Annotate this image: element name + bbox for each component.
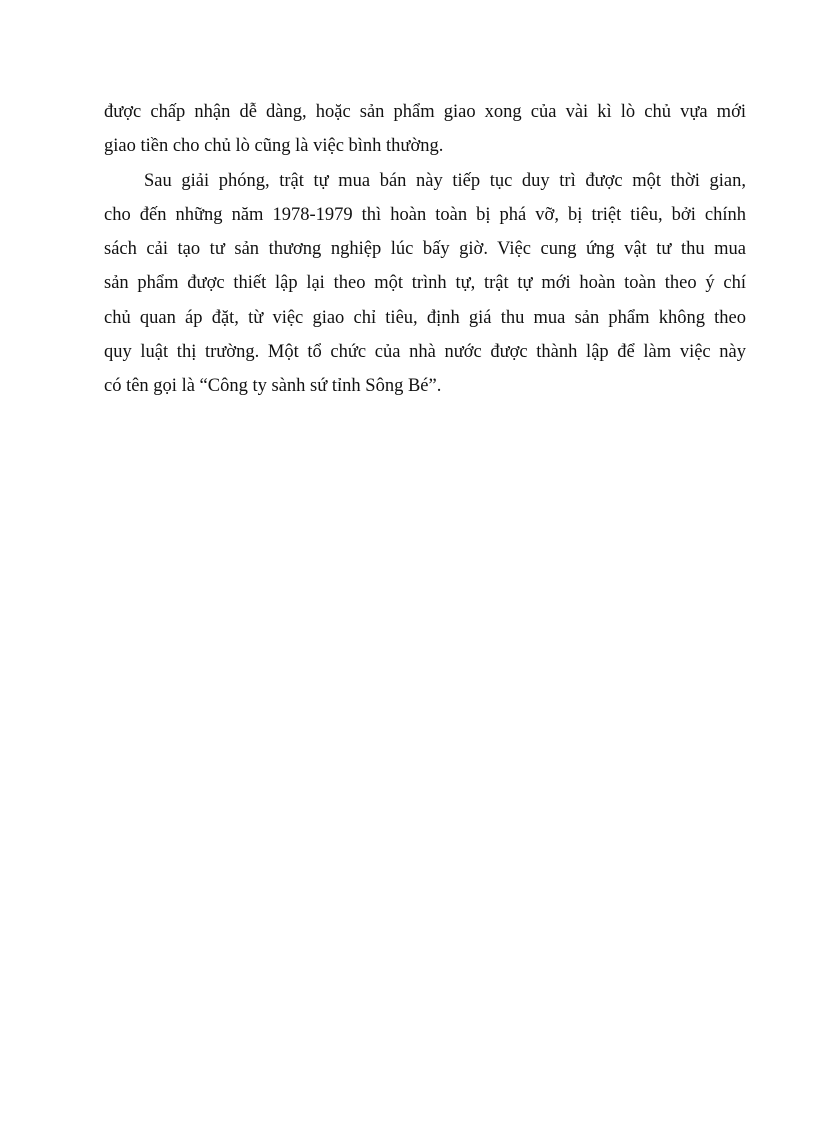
paragraph-2-line-5: chủ quan áp đặt, từ việc giao chỉ tiêu, định giá thu mua sản phẩm không theo (104, 307, 746, 328)
body-text (104, 95, 746, 404)
paragraph-2-line-2: cho đến những năm 1978-1979 thì hoàn toàn bị phá vỡ, bị triệt tiêu, bởi chính (104, 204, 746, 225)
paragraph-2-line-4: sản phẩm được thiết lập lại theo một trình tự, trật tự mới hoàn toàn theo ý chí (104, 273, 746, 294)
paragraph-2-line-6: quy luật thị trường. Một tổ chức của nhà nước được thành lập để làm việc này (104, 342, 746, 363)
paragraph-2-line-7: có tên gọi là “Công ty sành sứ tỉnh Sông Bé”. (104, 376, 442, 397)
paragraph-1-line-2: giao tiền cho chủ lò cũng là việc bình thường. (104, 136, 444, 157)
paragraph-1-line-1: được chấp nhận dễ dàng, hoặc sản phẩm giao xong của vài kì lò chủ vựa mới (104, 102, 746, 122)
paragraph-2-line-1: Sau giải phóng, trật tự mua bán này tiếp tục duy trì được một thời gian, (144, 170, 746, 191)
paragraph-2-line-3: sách cải tạo tư sản thương nghiệp lúc bấy giờ. Việc cung ứng vật tư thu mua (104, 239, 746, 260)
